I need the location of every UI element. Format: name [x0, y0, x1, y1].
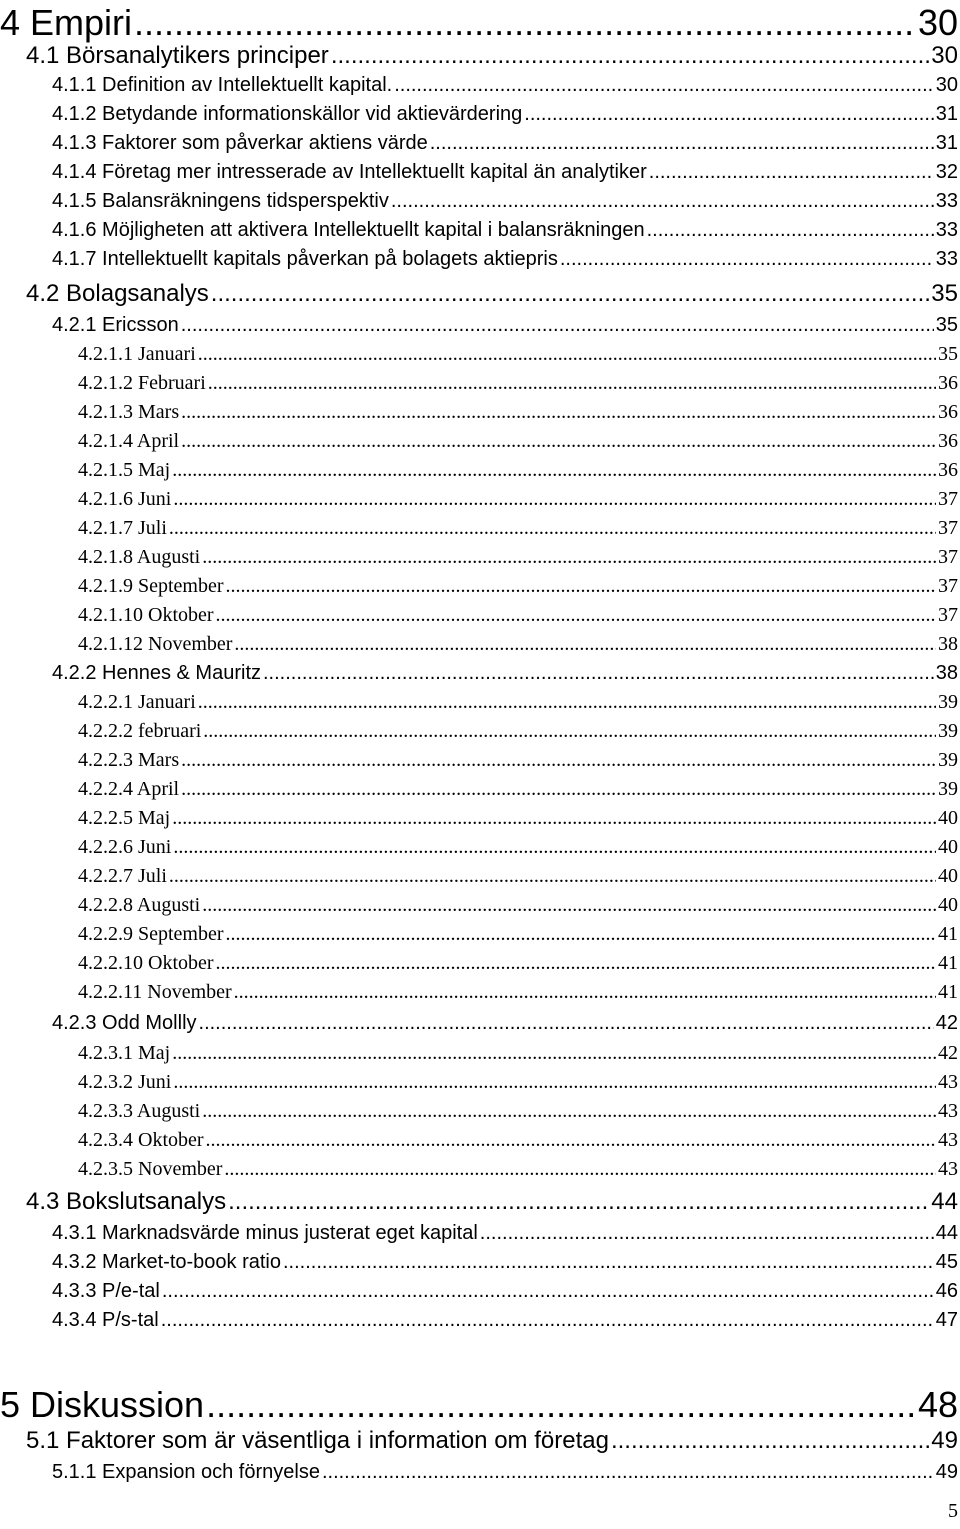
- toc-entry-label: 4.1.1 Definition av Intellektuellt kapital.: [52, 74, 393, 96]
- dot-leader: [560, 248, 934, 271]
- toc-entry-label: 4.1.7 Intellektuellt kapitals påverkan på bolagets aktiepris: [52, 248, 558, 270]
- dot-leader: [162, 1280, 934, 1303]
- dot-leader: [181, 430, 936, 453]
- toc-entry[interactable]: [78, 1071, 958, 1094]
- page-number: 5: [948, 1500, 958, 1522]
- toc-entry-page: 49: [931, 1427, 958, 1454]
- toc-entry[interactable]: [52, 132, 958, 155]
- dot-leader: [228, 1188, 929, 1216]
- toc-entry[interactable]: [78, 894, 958, 917]
- toc-entry-page: 44: [935, 1222, 958, 1244]
- toc-entry-label: 5.1.1 Expansion och förnyelse: [52, 1461, 320, 1483]
- toc-entry-label: 4.2.1.4 April: [78, 430, 180, 452]
- dot-leader: [203, 720, 936, 743]
- toc-entry-label: 4.2.3.3 Augusti: [78, 1100, 201, 1122]
- toc-entry-page: 40: [938, 894, 958, 916]
- toc-entry-page: 30: [931, 42, 958, 69]
- dot-leader: [198, 343, 936, 366]
- dot-leader: [198, 691, 936, 714]
- toc-entry-label: 4.1.2 Betydande informationskällor vid aktievärdering: [52, 103, 523, 125]
- toc-entry-page: 49: [935, 1461, 958, 1483]
- toc-entry[interactable]: [0, 2, 958, 44]
- toc-entry-page: 32: [935, 161, 958, 183]
- toc-entry[interactable]: [52, 662, 958, 685]
- dot-leader: [394, 74, 934, 97]
- toc-entry-label: 4 Empiri: [0, 2, 133, 43]
- dot-leader: [226, 923, 936, 946]
- toc-entry-page: 43: [938, 1129, 958, 1151]
- dot-leader: [172, 459, 936, 482]
- dot-leader: [169, 517, 936, 540]
- toc-entry-page: 39: [938, 749, 958, 771]
- toc-entry-label: 4.2.1.10 Oktober: [78, 604, 214, 626]
- toc-entry[interactable]: [52, 1280, 958, 1303]
- toc-entry-page: 48: [917, 1384, 958, 1425]
- toc-entry-label: 4.3.2 Market-to-book ratio: [52, 1251, 281, 1273]
- toc-entry-page: 42: [935, 1012, 958, 1034]
- toc-entry-page: 36: [938, 401, 958, 423]
- dot-leader: [172, 1042, 936, 1065]
- toc-entry-page: 42: [938, 1042, 958, 1064]
- toc-entry-label: 4.1.4 Företag mer intresserade av Intellektuellt kapital än analytiker: [52, 161, 647, 183]
- toc-entry-label: 4.2.3.4 Oktober: [78, 1129, 204, 1151]
- dot-leader: [202, 894, 936, 917]
- toc-entry-page: 38: [935, 662, 958, 684]
- dot-leader: [208, 372, 936, 395]
- toc-entry-label: 4.2.1.6 Juni: [78, 488, 172, 510]
- toc-entry[interactable]: [52, 248, 958, 271]
- toc-entry-label: 4.3.3 P/e-tal: [52, 1280, 160, 1302]
- toc-entry[interactable]: [78, 517, 958, 540]
- toc-entry-page: 31: [935, 103, 958, 125]
- toc-entry-label: 4.2.2.2 februari: [78, 720, 202, 742]
- toc-entry-label: 4.2.1 Ericsson: [52, 314, 179, 336]
- toc-entry-page: 37: [938, 546, 958, 568]
- toc-entry[interactable]: [78, 401, 958, 424]
- toc-entry-label: 4.2.1.1 Januari: [78, 343, 196, 365]
- toc-entry-label: 4.2.2.4 April: [78, 778, 180, 800]
- toc-entry[interactable]: [78, 923, 958, 946]
- toc-entry-page: 39: [938, 691, 958, 713]
- dot-leader: [173, 1071, 936, 1094]
- toc-entry-label: 4.2.1.5 Maj: [78, 459, 171, 481]
- toc-entry[interactable]: [78, 1042, 958, 1065]
- dot-leader: [331, 42, 929, 70]
- toc-entry-page: 33: [935, 219, 958, 241]
- dot-leader: [169, 865, 936, 888]
- toc-entry[interactable]: [78, 488, 958, 511]
- toc-entry-label: 4.2.3.2 Juni: [78, 1071, 172, 1093]
- dot-leader: [234, 633, 936, 656]
- toc-entry-page: 37: [938, 604, 958, 626]
- toc-entry-label: 4.2.1.2 Februari: [78, 372, 206, 394]
- dot-leader: [216, 604, 936, 627]
- dot-leader: [611, 1427, 929, 1455]
- toc-entry-label: 4.2.2.1 Januari: [78, 691, 196, 713]
- toc-entry[interactable]: [78, 981, 958, 1004]
- dot-leader: [181, 749, 936, 772]
- toc-entry-label: 4.2.2.5 Maj: [78, 807, 171, 829]
- dot-leader: [206, 1384, 916, 1426]
- toc-entry[interactable]: [78, 807, 958, 830]
- toc-entry[interactable]: [26, 42, 958, 70]
- toc-entry-page: 39: [938, 778, 958, 800]
- toc-entry-page: 43: [938, 1071, 958, 1093]
- toc-entry-label: 4.2.2.6 Juni: [78, 836, 172, 858]
- toc-entry-page: 40: [938, 836, 958, 858]
- toc-entry[interactable]: [52, 1012, 958, 1035]
- dot-leader: [216, 952, 936, 975]
- toc-entry[interactable]: [52, 190, 958, 213]
- toc-entry[interactable]: [78, 1129, 958, 1152]
- toc-entry[interactable]: [78, 1100, 958, 1123]
- toc-entry[interactable]: [78, 459, 958, 482]
- toc-entry[interactable]: [52, 219, 958, 242]
- toc-entry-label: 4.2.1.7 Juli: [78, 517, 167, 539]
- toc-entry-label: 4.2.1.12 November: [78, 633, 233, 655]
- dot-leader: [181, 314, 934, 337]
- toc-entry-page: 47: [935, 1309, 958, 1331]
- toc-entry-page: 43: [938, 1100, 958, 1122]
- toc-entry-label: 5.1 Faktorer som är väsentliga i information om företag: [26, 1427, 609, 1454]
- toc-entry[interactable]: [26, 280, 958, 308]
- toc-entry[interactable]: [0, 1384, 958, 1426]
- toc-entry-label: 4.1.3 Faktorer som påverkar aktiens värde: [52, 132, 428, 154]
- toc-entry[interactable]: [52, 1251, 958, 1274]
- toc-entry-page: 36: [938, 372, 958, 394]
- toc-entry[interactable]: [78, 546, 958, 569]
- dot-leader: [202, 1100, 936, 1123]
- toc-entry[interactable]: [52, 161, 958, 184]
- toc-entry-label: 4.2.2.10 Oktober: [78, 952, 214, 974]
- toc-entry[interactable]: [78, 865, 958, 888]
- toc-entry-label: 4.1.6 Möjligheten att aktivera Intellektuellt kapital i balansräkningen: [52, 219, 645, 241]
- toc-entry-label: 4.3 Bokslutsanalys: [26, 1188, 227, 1215]
- toc-entry-label: 4.2.2.9 September: [78, 923, 224, 945]
- toc-entry[interactable]: [52, 314, 958, 337]
- toc-entry-label: 4.2.1.8 Augusti: [78, 546, 201, 568]
- toc-entry[interactable]: [78, 430, 958, 453]
- toc-entry-page: 36: [938, 430, 958, 452]
- toc-entry-page: 30: [935, 74, 958, 96]
- dot-leader: [181, 401, 936, 424]
- toc-entry-label: 4.2.3 Odd Mollly: [52, 1012, 197, 1034]
- toc-entry-label: 4.1 Börsanalytikers principer: [26, 42, 329, 69]
- toc-entry[interactable]: [78, 691, 958, 714]
- toc-entry-label: 4.1.5 Balansräkningens tidsperspektiv: [52, 190, 389, 212]
- dot-leader: [234, 981, 936, 1004]
- dot-leader: [134, 2, 916, 44]
- dot-leader: [172, 807, 936, 830]
- toc-entry-label: 4.2.2.8 Augusti: [78, 894, 201, 916]
- toc-entry-page: 37: [938, 575, 958, 597]
- toc-entry[interactable]: [26, 1427, 958, 1455]
- dot-leader: [524, 103, 933, 126]
- toc-entry[interactable]: [78, 633, 958, 656]
- dot-leader: [206, 1129, 936, 1152]
- toc-entry[interactable]: [26, 1188, 958, 1216]
- toc-entry-page: 38: [938, 633, 958, 655]
- toc-entry[interactable]: [52, 74, 958, 97]
- dot-leader: [224, 1158, 936, 1181]
- toc-entry-label: 4.2.2.11 November: [78, 981, 232, 1003]
- dot-leader: [391, 190, 934, 213]
- toc-entry-page: 33: [935, 190, 958, 212]
- toc-entry-page: 39: [938, 720, 958, 742]
- toc-entry-page: 35: [935, 314, 958, 336]
- toc-entry-label: 4.2.1.9 September: [78, 575, 224, 597]
- toc-entry-page: 44: [931, 1188, 958, 1215]
- toc-entry-page: 31: [935, 132, 958, 154]
- toc-entry-label: 4.3.1 Marknadsvärde minus justerat eget kapital: [52, 1222, 478, 1244]
- dot-leader: [283, 1251, 934, 1274]
- toc-entry[interactable]: [52, 1461, 958, 1484]
- toc-entry-page: 41: [938, 923, 958, 945]
- toc-entry-page: 37: [938, 517, 958, 539]
- toc-entry-label: 4.2.2 Hennes & Mauritz: [52, 662, 261, 684]
- toc-entry-page: 37: [938, 488, 958, 510]
- dot-leader: [649, 161, 934, 184]
- toc-entry-label: 4.2.3.1 Maj: [78, 1042, 171, 1064]
- toc-entry-page: 41: [938, 981, 958, 1003]
- dot-leader: [173, 488, 936, 511]
- toc-entry[interactable]: [52, 1309, 958, 1332]
- toc-entry-page: 46: [935, 1280, 958, 1302]
- toc-entry-page: 33: [935, 248, 958, 270]
- toc-entry-page: 35: [938, 343, 958, 365]
- toc-entry-page: 40: [938, 807, 958, 829]
- toc-entry[interactable]: [78, 952, 958, 975]
- toc-entry-label: 5 Diskussion: [0, 1384, 205, 1425]
- toc-entry-page: 43: [938, 1158, 958, 1180]
- toc-entry-page: 36: [938, 459, 958, 481]
- toc-entry-label: 4.2.3.5 November: [78, 1158, 223, 1180]
- toc-entry-page: 40: [938, 865, 958, 887]
- toc-entry[interactable]: [52, 1222, 958, 1245]
- toc-entry[interactable]: [78, 604, 958, 627]
- toc-entry-page: 41: [938, 952, 958, 974]
- toc-entry[interactable]: [78, 720, 958, 743]
- toc-entry-label: 4.2 Bolagsanalys: [26, 280, 209, 307]
- toc-entry[interactable]: [78, 778, 958, 801]
- toc-entry-label: 4.2.1.3 Mars: [78, 401, 180, 423]
- toc-entry[interactable]: [78, 575, 958, 598]
- toc-entry[interactable]: [78, 1158, 958, 1181]
- toc-entry-page: 35: [931, 280, 958, 307]
- dot-leader: [202, 546, 936, 569]
- dot-leader: [211, 280, 930, 308]
- toc-entry-label: 4.3.4 P/s-tal: [52, 1309, 159, 1331]
- dot-leader: [173, 836, 936, 859]
- toc-entry-page: 45: [935, 1251, 958, 1273]
- toc-entry[interactable]: [78, 749, 958, 772]
- toc-entry-label: 4.2.2.3 Mars: [78, 749, 180, 771]
- dot-leader: [263, 662, 934, 685]
- toc-entry[interactable]: [78, 372, 958, 395]
- toc-entry-page: 30: [917, 2, 958, 43]
- dot-leader: [226, 575, 936, 598]
- toc-entry-label: 4.2.2.7 Juli: [78, 865, 167, 887]
- dot-leader: [181, 778, 936, 801]
- dot-leader: [161, 1309, 934, 1332]
- dot-leader: [430, 132, 934, 155]
- toc-entry[interactable]: [78, 836, 958, 859]
- toc-entry[interactable]: [78, 343, 958, 366]
- toc-entry[interactable]: [52, 103, 958, 126]
- dot-leader: [647, 219, 934, 242]
- dot-leader: [480, 1222, 934, 1245]
- dot-leader: [199, 1012, 934, 1035]
- dot-leader: [322, 1461, 934, 1484]
